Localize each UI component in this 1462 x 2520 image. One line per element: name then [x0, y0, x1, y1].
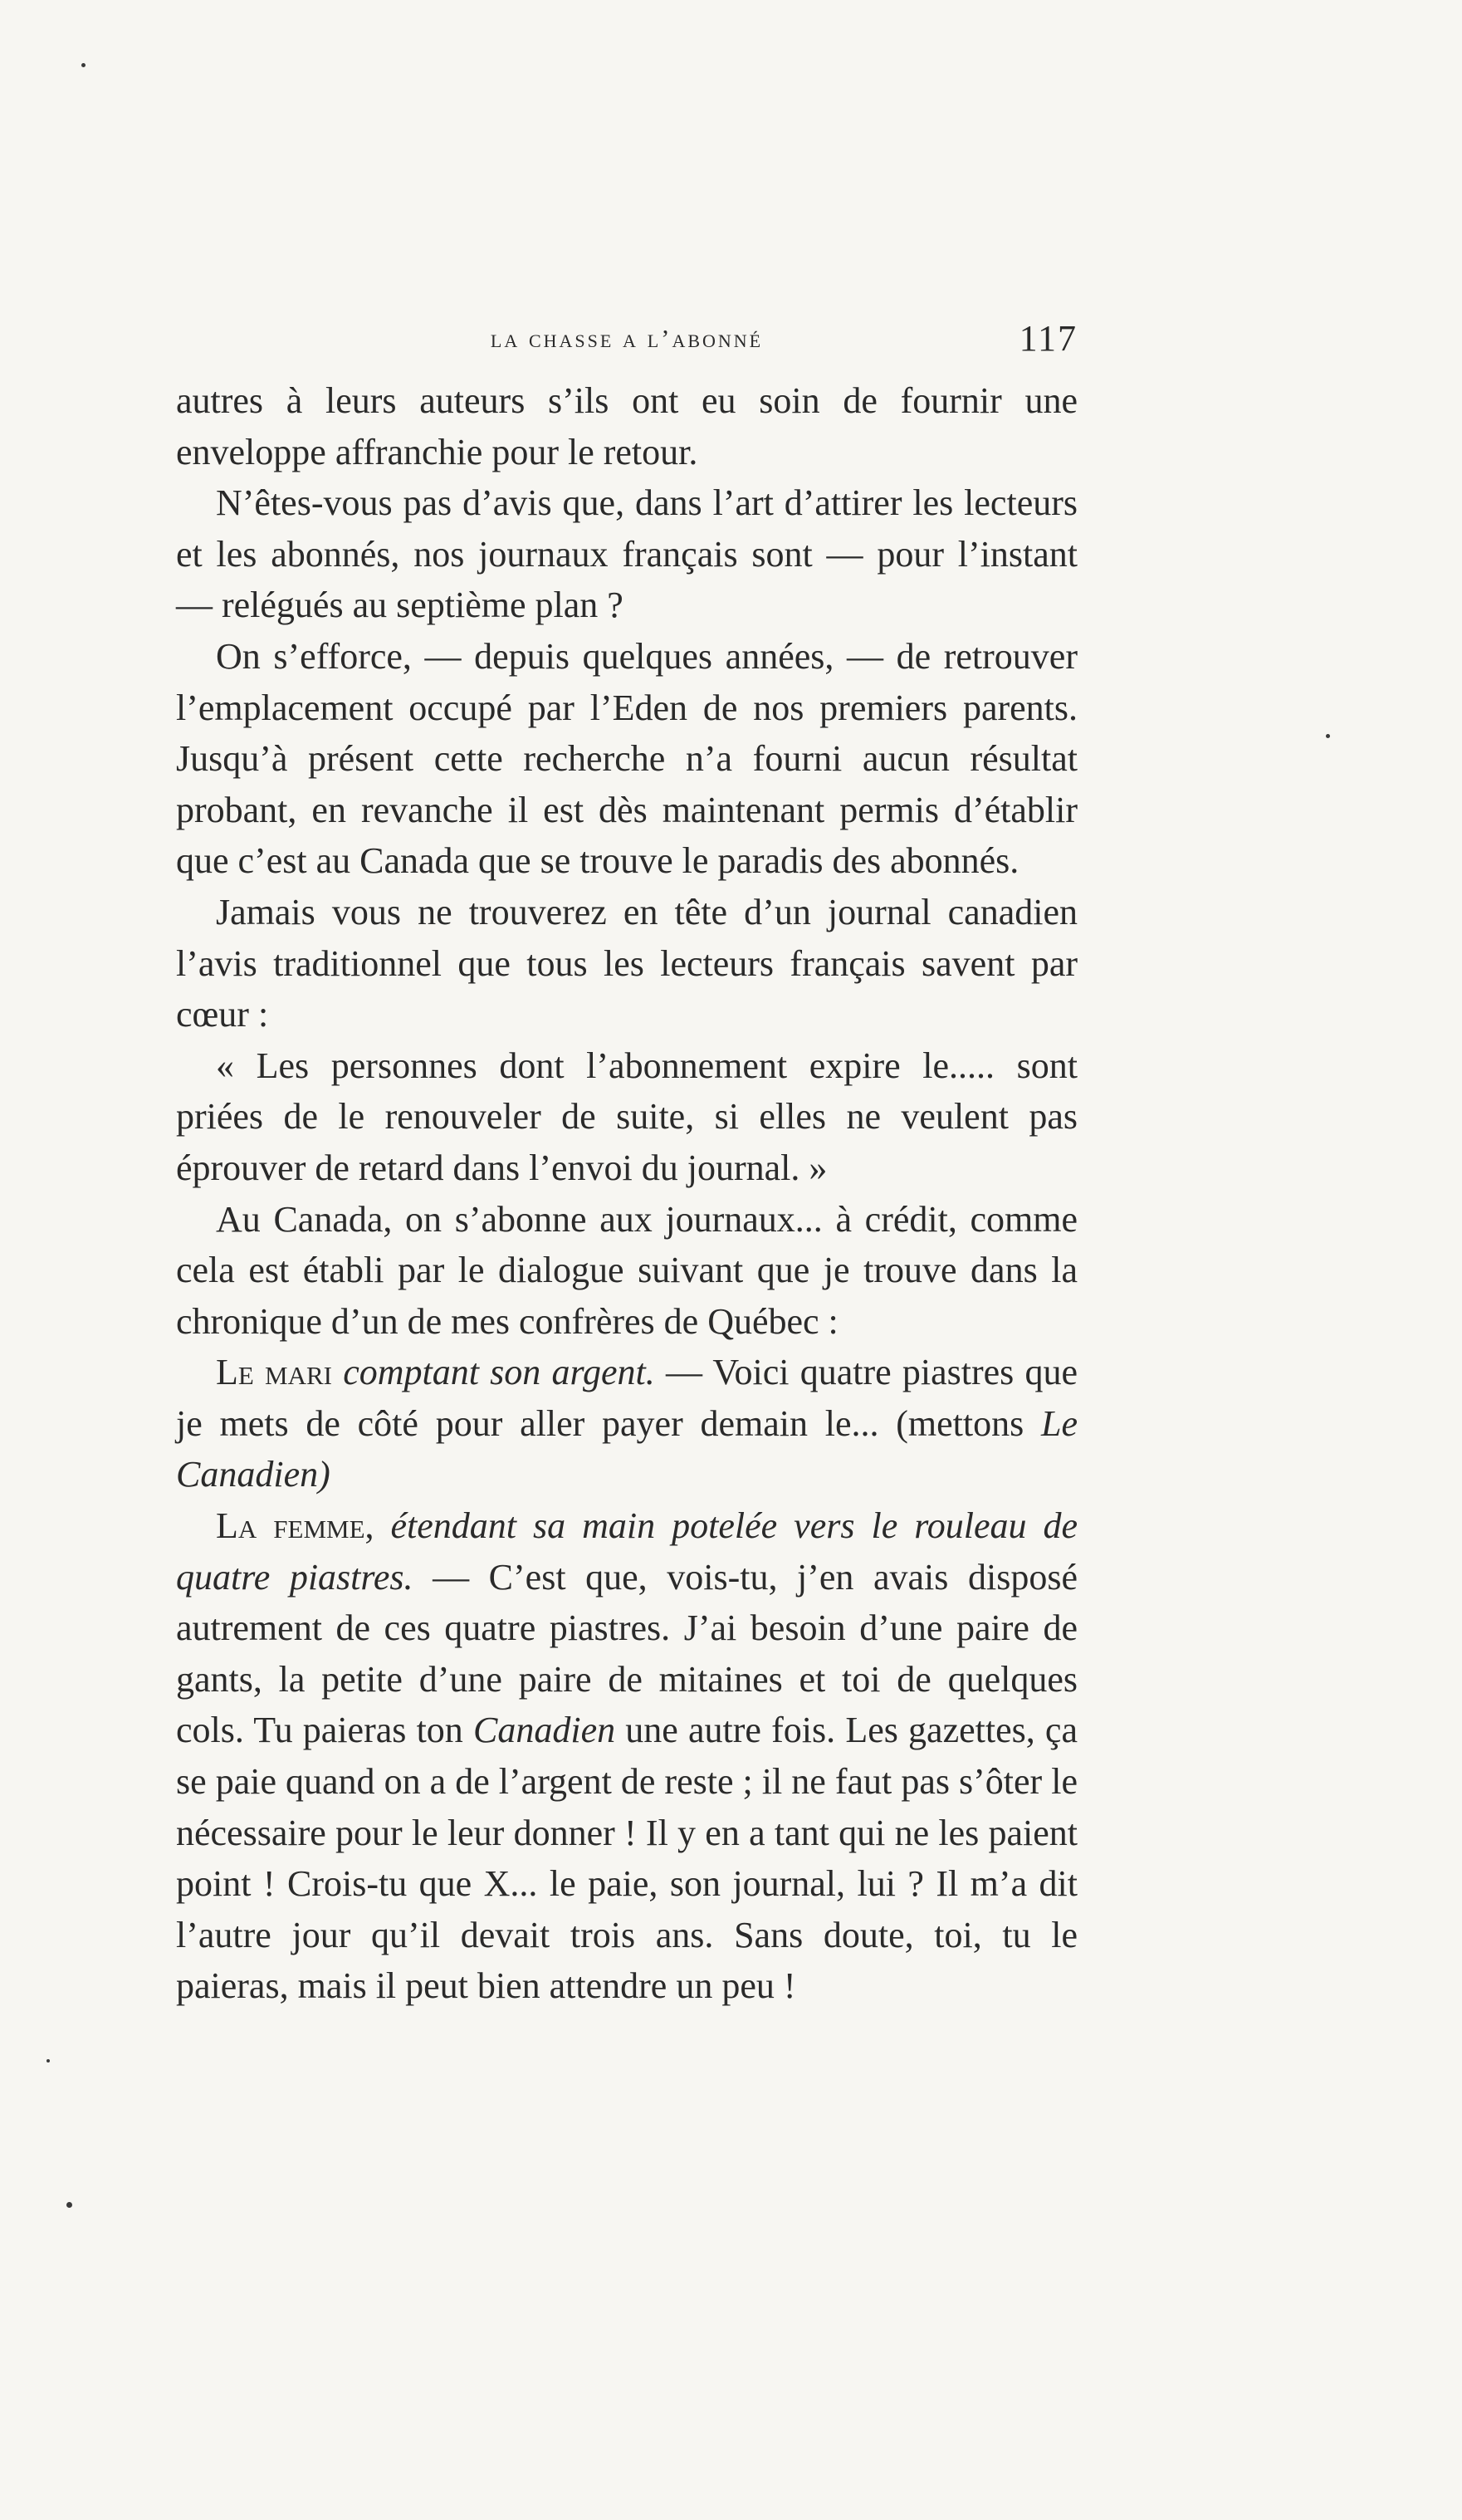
speaker-femme: La femme, [216, 1505, 374, 1547]
stage-direction-mari: comptant son argent. [343, 1352, 655, 1393]
paragraph-quotation: « Les personnes dont l’abonnement expire le..... sont priées de le renouveler de suite, si elles ne veulent pas éprouver de retard dans l’envoi du journal. » [176, 1045, 1078, 1188]
newspaper-title-mari: Le Canadien) [176, 1402, 1078, 1495]
paper-speck [81, 63, 86, 67]
paper-speck [1326, 734, 1330, 738]
running-head [176, 317, 1078, 367]
page-number: 117 [1019, 318, 1078, 359]
paper-speck [46, 2059, 50, 2062]
paper-speck [66, 2202, 72, 2208]
paragraph-canada: Au Canada, on s’abonne aux journaux... à crédit, comme cela est établi par le dialogue suivant que je trouve dans la chronique d’un de mes confrères de Québec : [176, 1198, 1078, 1342]
dialogue-mari [176, 1347, 1078, 1500]
paragraph-avis: N’êtes-vous pas d’avis que, dans l’art d’attirer les lecteurs et les abonnés, nos journaux français sont — pour l’instant — relégués au septième plan ? [176, 482, 1078, 626]
dialogue-femme [176, 1500, 1078, 2012]
paragraph-continuation: autres à leurs auteurs s’ils ont eu soin de fournir une enveloppe affranchie pour le retour. [176, 380, 1078, 472]
running-title: la chasse a l’abonné [490, 324, 764, 353]
newspaper-title-femme: Canadien [473, 1710, 616, 1751]
speech-mari: — Voici quatre piastres que je mets de côté pour aller payer demain le... (mettons [176, 1352, 1078, 1444]
paragraph-eden: On s’efforce, — depuis quelques années, — de retrouver l’emplacement occupé par l’Eden de nos premiers parents. Jusqu’à présent cette recherche n’a fourni aucun résultat probant, en revanche il est dès maintenant permis d’établir que c’est au Canada que se trouve le paradis des abonnés. [176, 635, 1078, 882]
speech-femme-part-2: une autre fois. Les gazettes, ça se paie quand on a de l’argent de reste ; il ne faut pas s’ôter le nécessaire pour le leur donner ! Il y en a tant qui ne les paient point ! Crois-tu que X... le paie, son journal, lui ? Il m’a dit l’autre jour qu’il devait trois ans. Sans doute, toi, tu le paieras, mais il peut bien attendre un peu ! [176, 1710, 1078, 2007]
stage-direction-femme: étendant sa main potelée vers le rouleau de quatre piastres. [176, 1505, 1078, 1598]
body-text [176, 375, 1078, 2012]
speech-femme-part-1: — C’est que, vois-tu, j’en avais disposé autrement de ces quatre piastres. J’ai besoin d’une paire de gants, la petite d’une paire de mitaines et toi de quelques cols. Tu paieras ton [176, 1556, 1078, 1751]
paragraph-jamais: Jamais vous ne trouverez en tête d’un journal canadien l’avis traditionnel que tous les lecteurs français savent par cœur : [176, 891, 1078, 1035]
speaker-mari: Le mari [216, 1352, 332, 1393]
